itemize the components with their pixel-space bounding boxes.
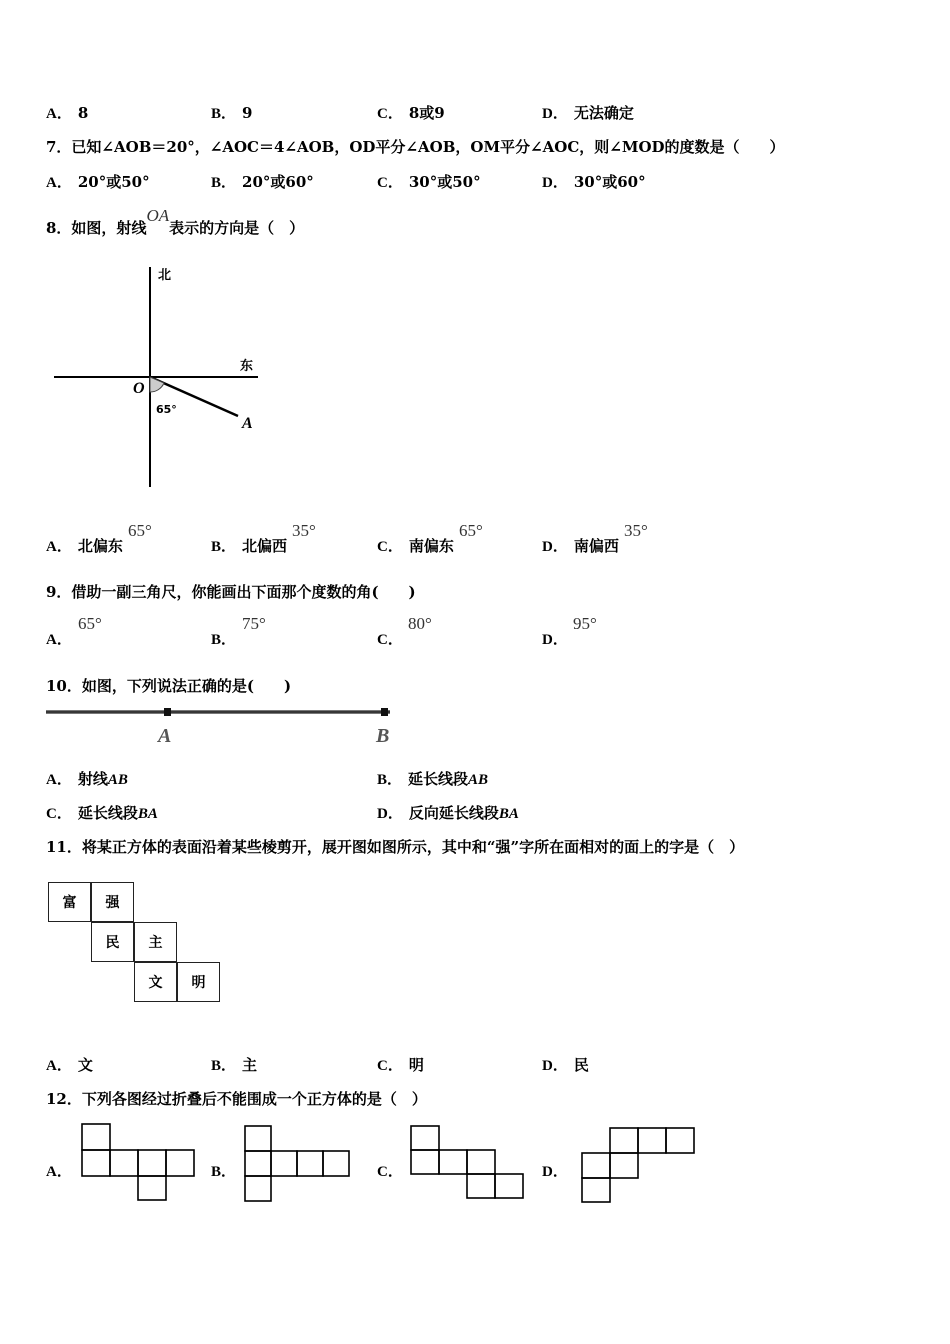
- point-a-label: A: [158, 725, 172, 747]
- option-letter: A．: [46, 1164, 72, 1180]
- q10-option-d[interactable]: [377, 802, 519, 823]
- q8-compass-figure: [50, 262, 270, 492]
- option-text: 射线: [77, 770, 108, 788]
- q12-option-a[interactable]: [46, 1160, 78, 1181]
- q9-option-c-degree: 80°: [408, 614, 432, 633]
- option-text: 30°或60°: [573, 173, 646, 191]
- origin-label: O: [133, 380, 145, 397]
- point-a-marker: [164, 708, 171, 716]
- option-letter: D．: [542, 539, 568, 555]
- q9-option-b-degree: 75°: [242, 614, 266, 633]
- cube-face-zhu: 主: [134, 922, 177, 962]
- option-letter: A．: [46, 539, 72, 555]
- q12-question: 12．下列各图经过折叠后不能围成一个正方体的是（ ）: [46, 1090, 427, 1108]
- q8-option-c-degree: 65°: [459, 521, 483, 540]
- option-var: BA: [498, 806, 519, 822]
- option-var: AB: [468, 772, 489, 788]
- option-text: 北偏西: [242, 537, 288, 555]
- q9-question: 9．借助一副三角尺，你能画出下面那个度数的角( ): [46, 583, 416, 601]
- point-b-label: B: [376, 725, 390, 747]
- cube-face-wen: 文: [134, 962, 177, 1002]
- q9-option-a[interactable]: [46, 628, 78, 649]
- point-b-marker: [381, 708, 388, 716]
- option-letter: B．: [377, 772, 403, 788]
- option-letter: D．: [542, 632, 568, 648]
- option-text: 南偏西: [573, 537, 619, 555]
- cube-face-min: 民: [91, 922, 134, 962]
- q9-option-d[interactable]: [542, 628, 574, 649]
- q8-option-b-degree: 35°: [292, 521, 316, 540]
- option-var: AB: [107, 772, 128, 788]
- q8-option-b[interactable]: [211, 535, 287, 556]
- option-text: 延长线段: [408, 770, 469, 788]
- q9-option-a-degree: 65°: [78, 614, 102, 633]
- option-letter: A．: [46, 632, 72, 648]
- q8-option-d-degree: 35°: [624, 521, 648, 540]
- q9-option-c[interactable]: [377, 628, 409, 649]
- option-letter: A．: [46, 175, 72, 191]
- option-letter: B．: [211, 539, 237, 555]
- q6-option-c[interactable]: [377, 102, 445, 123]
- q12-net-d: [580, 1126, 700, 1206]
- q12-net-b: [243, 1124, 353, 1204]
- cube-face-qiang: 强: [91, 882, 134, 922]
- cube-face-ming: 明: [177, 962, 220, 1002]
- option-letter: C．: [46, 806, 72, 822]
- q8-option-d[interactable]: [542, 535, 619, 556]
- option-letter: D．: [542, 1058, 568, 1074]
- q12-option-d[interactable]: [542, 1160, 574, 1181]
- north-label: 北: [158, 268, 172, 283]
- option-letter: D．: [542, 1164, 568, 1180]
- option-letter: C．: [377, 1058, 403, 1074]
- option-text: 北偏东: [77, 537, 123, 555]
- q11-question: 11．将某正方体的表面沿着某些棱剪开，展开图如图所示，其中和“强”字所在面相对的面上的字是（ ）: [46, 838, 745, 856]
- option-letter: C．: [377, 632, 403, 648]
- q10-option-a[interactable]: [46, 768, 128, 789]
- option-text: 明: [408, 1056, 424, 1074]
- option-text: 民: [573, 1056, 589, 1074]
- option-letter: D．: [542, 175, 568, 191]
- q12-net-a: [80, 1122, 200, 1202]
- option-var: BA: [137, 806, 158, 822]
- q7-option-c[interactable]: [377, 171, 481, 192]
- cube-face-fu: 富: [48, 882, 91, 922]
- option-letter: A．: [46, 772, 72, 788]
- q8-question: [46, 206, 305, 238]
- q11-option-b[interactable]: [211, 1054, 257, 1075]
- option-letter: B．: [211, 175, 237, 191]
- option-text: 30°或50°: [408, 173, 481, 191]
- q7-option-a[interactable]: [46, 171, 150, 192]
- east-label: 东: [240, 359, 254, 374]
- q11-option-a[interactable]: [46, 1054, 93, 1075]
- option-letter: C．: [377, 175, 403, 191]
- q7-question: 7．已知∠AOB＝20°，∠AOC＝4∠AOB，OD平分∠AOB，OM平分∠AOC，则∠MOD的度数是（ ）: [46, 138, 785, 156]
- q6-option-b[interactable]: [211, 102, 252, 123]
- option-text: 文: [77, 1056, 93, 1074]
- q9-option-d-degree: 95°: [573, 614, 597, 633]
- q8-option-a[interactable]: [46, 535, 123, 556]
- option-text: 主: [242, 1056, 258, 1074]
- option-letter: B．: [211, 1058, 237, 1074]
- option-text: 延长线段: [77, 804, 138, 822]
- q8-option-c[interactable]: [377, 535, 454, 556]
- q8-suffix: 表示的方向是（ ）: [169, 219, 305, 237]
- q8-option-a-degree: 65°: [128, 521, 152, 540]
- q12-option-b[interactable]: [211, 1160, 242, 1181]
- option-letter: C．: [377, 1164, 403, 1180]
- q6-option-a[interactable]: [46, 102, 88, 123]
- option-letter: A．: [46, 1058, 72, 1074]
- q12-net-c: [409, 1124, 529, 1204]
- option-letter: D．: [542, 106, 568, 122]
- q8-prefix: 8．如图，射线: [46, 219, 147, 237]
- option-letter: B．: [211, 106, 237, 122]
- q10-option-b[interactable]: [377, 768, 488, 789]
- option-text: 反向延长线段: [408, 804, 499, 822]
- q10-question: 10．如图，下列说法正确的是( ): [46, 677, 292, 695]
- option-text: 20°或60°: [242, 173, 314, 191]
- option-text: 无法确定: [573, 104, 634, 122]
- option-text: 20°或50°: [77, 173, 150, 191]
- q10-line-figure: [44, 700, 396, 748]
- q6-option-d[interactable]: [542, 102, 634, 123]
- option-letter: C．: [377, 106, 403, 122]
- option-text: 8: [77, 104, 89, 122]
- option-letter: B．: [211, 632, 237, 648]
- q10-option-c[interactable]: [46, 802, 158, 823]
- q11-option-c[interactable]: [377, 1054, 424, 1075]
- q8-ray-label: OA: [146, 206, 170, 225]
- q11-option-d[interactable]: [542, 1054, 589, 1075]
- option-text: 9: [242, 104, 253, 122]
- q7-option-d[interactable]: [542, 171, 646, 192]
- option-text: 8或9: [408, 104, 445, 122]
- option-letter: D．: [377, 806, 403, 822]
- q9-option-b[interactable]: [211, 628, 242, 649]
- angle-label: 65°: [156, 403, 177, 416]
- q12-option-c[interactable]: [377, 1160, 409, 1181]
- q7-option-b[interactable]: [211, 171, 314, 192]
- option-letter: C．: [377, 539, 403, 555]
- point-a-label: A: [242, 415, 253, 432]
- option-letter: A．: [46, 106, 72, 122]
- option-text: 南偏东: [408, 537, 454, 555]
- option-letter: B．: [211, 1164, 237, 1180]
